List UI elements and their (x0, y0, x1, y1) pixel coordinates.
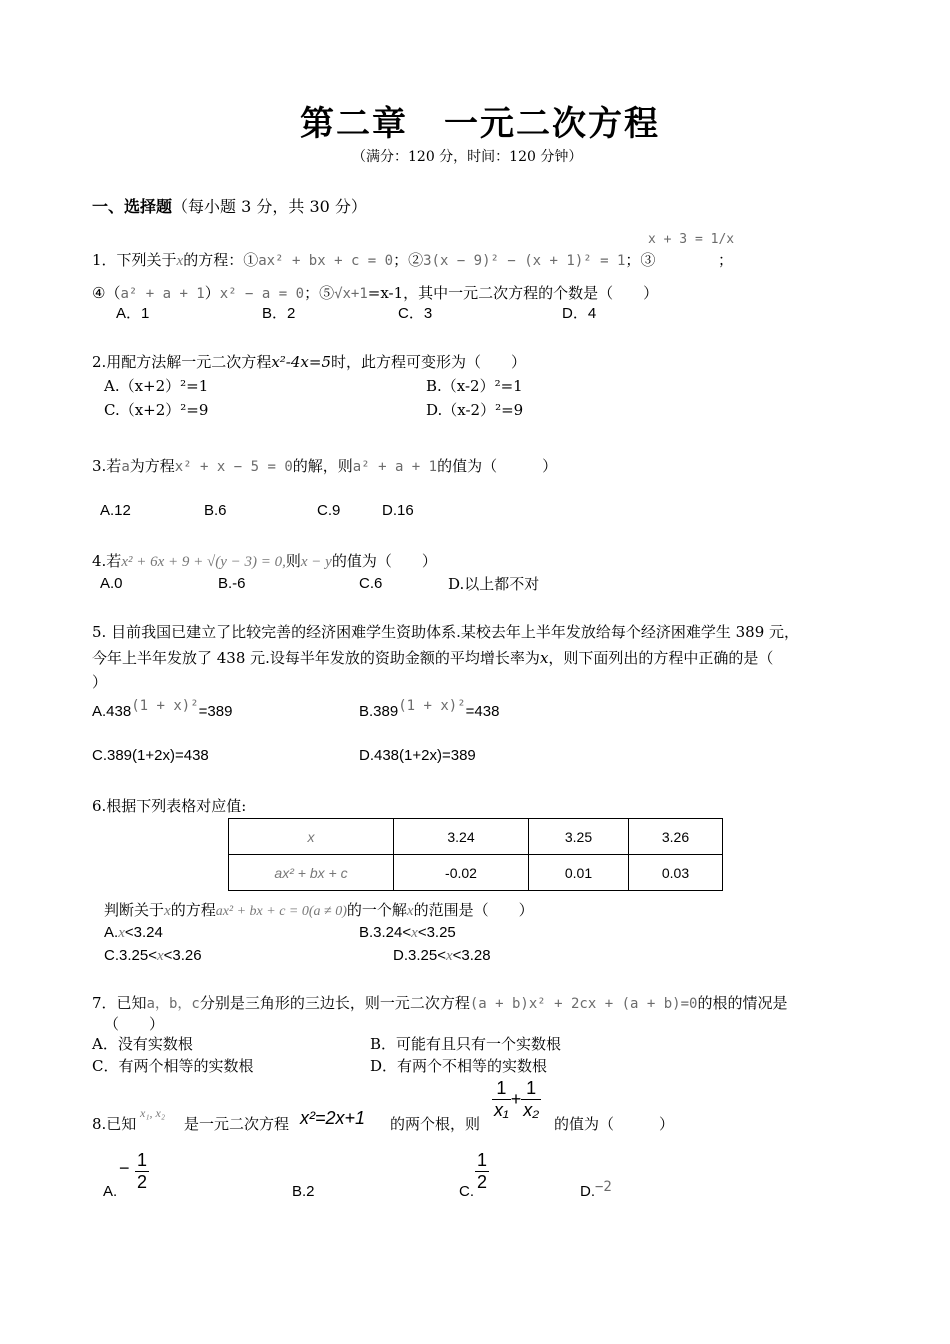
q2-option-c[interactable]: C.（x+2）²=9 (104, 401, 209, 419)
q3-option-d[interactable]: D.16 (382, 502, 414, 519)
q5-l2a: 今年上半年发放了 438 元.设每半年发放的资助金额的平均增长率为 (92, 649, 540, 667)
q7-option-c[interactable]: C．有两个相等的实数根 (92, 1057, 254, 1075)
q5-line-1: 5. 目前我国已建立了比较完善的经济困难学生资助体系.某校去年上半年发放给每个经济困难学生 389 元， (92, 623, 800, 641)
q3-option-b[interactable]: B.6 (204, 502, 227, 519)
q1-l2b: ；⑤ (304, 284, 335, 302)
q8-opt-d-val: −2 (595, 1179, 612, 1195)
table-cell: x (229, 819, 394, 855)
q3-stem-d: 的值为（ ） (437, 457, 558, 475)
q4-option-d[interactable]: D.以上都不对 (448, 575, 540, 593)
q7-vars: a，b，c (146, 996, 200, 1012)
q7-stem-c: 的根的情况是 (697, 994, 788, 1012)
q6-judge-d: 的范围是（ ） (413, 901, 534, 919)
q8-opt-a-sign: − (119, 1158, 130, 1178)
q6-opt-b-var: x (411, 925, 418, 941)
q1-eq4b: ） (204, 284, 220, 302)
q1-sep: ；② (393, 251, 424, 269)
q5-opt-a-rest: =389 (198, 703, 233, 720)
q7-option-d[interactable]: D．有两个不相等的实数根 (370, 1057, 548, 1075)
q6-opt-c-rest: <3.26 (163, 947, 202, 964)
q6-opt-a-rest: <3.24 (124, 924, 163, 941)
q5-l2b: ，则下面列出的方程中正确的是（ (548, 649, 774, 667)
q5-opt-a-eq: (1 + x)² (131, 698, 199, 714)
table-row (229, 819, 723, 855)
q5-line-2 (92, 648, 773, 668)
q8-option-b[interactable]: B.2 (292, 1183, 315, 1200)
q6-opt-d-var: x (445, 948, 453, 964)
q5-opt-a-text: A.438 (92, 703, 132, 720)
q6-opt-c-var: x (156, 948, 164, 964)
q7-stem-a: 7．已知 (92, 994, 147, 1012)
q6-opt-d-label: D.3.25< (393, 947, 446, 964)
q6-judge-b: 的方程 (170, 901, 216, 919)
q6-judge-a: 判断关于 (104, 901, 165, 919)
q8-stem-d: 的值为（ ） (554, 1115, 675, 1133)
q8-opt-a-num: 1 (137, 1150, 148, 1170)
q4-option-a[interactable]: A.0 (100, 575, 123, 592)
q7-eq: (a + b)x² + 2cx + (a + b)=0 (469, 996, 698, 1012)
q3-stem-a: 3.若 (92, 457, 122, 475)
q8-frac2-den: x₂ (523, 1100, 540, 1120)
q8-opt-a-frac (135, 1150, 149, 1193)
q2-option-b[interactable]: B.（x-2）²=1 (426, 377, 523, 395)
q8-frac1-den: x₁ (494, 1100, 509, 1120)
section-title: 一、选择题 (92, 197, 173, 216)
q2-stem-b: 时，此方程可变形为（ ） (330, 353, 526, 371)
q8-opt-c-frac (475, 1150, 489, 1193)
question-2-stem (92, 352, 526, 372)
q8-stem-a (92, 1114, 136, 1134)
question-3-stem (92, 456, 557, 477)
q8-stem-a-text: 8.已知 (92, 1115, 137, 1133)
q3-eq2: a² + a + 1 (352, 459, 438, 475)
table-cell: 3.25 (529, 819, 629, 855)
q5-option-a[interactable] (92, 698, 233, 722)
table-cell: ax² + bx + c (229, 855, 394, 891)
q1-mid: 的方程：① (183, 251, 259, 269)
table-cell: 3.26 (629, 819, 723, 855)
q1-eq3: x + 3 = 1/x (648, 232, 735, 247)
q1-eq4a: a² + a + 1 (120, 286, 205, 302)
q6-value-table (228, 818, 723, 891)
q6-opt-d-rest: <3.28 (452, 947, 491, 964)
q1-sep2: ；③ (625, 251, 656, 269)
q8-opt-c-den: 2 (477, 1172, 488, 1192)
q3-eq: x² + x − 5 = 0 (174, 459, 293, 475)
q2-option-a[interactable]: A.（x+2）²=1 (104, 377, 209, 395)
q5-line-3: ） (92, 673, 108, 691)
q8-expression (492, 1078, 541, 1121)
page-subtitle: （满分：120 分，时间：120 分钟） (352, 149, 583, 165)
q7-option-a[interactable]: A．没有实数根 (92, 1035, 193, 1053)
table-cell: 0.01 (529, 855, 629, 891)
q8-opt-a-label: A. (103, 1183, 118, 1200)
q3-stem-c: 的解，则 (292, 457, 353, 475)
q1-eq1: ax² + bx + c = 0 (258, 253, 394, 269)
q5-option-c[interactable]: C.389(1+2x)=438 (92, 747, 209, 764)
q6-judge-var2: x (406, 903, 414, 919)
q1-option-a[interactable]: A．1 (116, 305, 150, 322)
question-1-line-1 (92, 250, 655, 271)
q1-lead: 1．下列关于 (92, 251, 177, 269)
q1-var: x (176, 253, 184, 269)
q3-stem-b: 为方程 (129, 457, 175, 475)
q3-option-a[interactable]: A.12 (100, 502, 131, 519)
q6-option-d[interactable] (393, 946, 491, 966)
q1-option-b[interactable]: B．2 (262, 305, 296, 322)
q6-judge-eq: ax² + bx + c = 0(a ≠ 0) (215, 904, 347, 919)
q4-eq: x² + 6x + 9 + √(y − 3) = 0, (121, 554, 286, 570)
q2-stem-eq: x²-4x=5 (271, 353, 331, 371)
q8-frac-2 (521, 1078, 541, 1121)
q7-stem-b: 分别是三角形的三边长，则一元二次方程 (199, 994, 470, 1012)
q2-option-d[interactable]: D.（x-2）²=9 (426, 401, 524, 419)
q4-eq2: x − y (300, 554, 332, 570)
section-heading (92, 194, 367, 217)
q5-option-d[interactable]: D.438(1+2x)=389 (359, 747, 476, 764)
question-4-stem (92, 551, 437, 572)
table-cell: 3.24 (394, 819, 529, 855)
q7-paren: （ ） (104, 1015, 165, 1033)
q6-opt-b-label: B.3.24< (359, 924, 412, 941)
q6-option-b[interactable] (359, 923, 456, 943)
q2-stem-a: 2.用配方法解一元二次方程 (92, 353, 272, 371)
q1-option-d[interactable]: D．4 (562, 305, 597, 322)
q4-option-b[interactable]: B.-6 (218, 575, 246, 592)
question-1-line-2 (92, 283, 658, 304)
page-title: 第二章 一元二次方程 (300, 104, 660, 144)
q8-opt-d-label: D. (580, 1183, 595, 1200)
q6-opt-b-rest: <3.25 (417, 924, 456, 941)
q1-l2a: ④（ (92, 284, 121, 302)
q8-frac2-num: 1 (521, 1078, 541, 1100)
q4-stem-c: 的值为（ ） (331, 552, 437, 570)
q6-opt-c-label: C.3.25< (104, 947, 157, 964)
q4-option-c[interactable]: C.6 (359, 575, 383, 592)
q6-option-c[interactable] (104, 946, 202, 966)
q6-opt-a-label: A. (104, 924, 119, 941)
q8-opt-c-num: 1 (477, 1150, 488, 1170)
q6-option-a[interactable] (104, 923, 163, 943)
q1-option-c[interactable]: C．3 (398, 305, 433, 322)
q6-judge (104, 900, 534, 922)
q6-judge-c: 的一个解 (346, 901, 407, 919)
q6-opt-a-var: x (118, 925, 125, 941)
q1-eq5: √x+1 (334, 286, 368, 302)
q6-judge-var: x (164, 903, 171, 919)
table-cell: -0.02 (394, 855, 529, 891)
q8-eq: x²=2x+1 (300, 1108, 366, 1128)
q8-opt-c-label: C. (459, 1183, 474, 1200)
section-note: （每小题 3 分，共 30 分） (172, 197, 367, 216)
q6-stem: 6.根据下列表格对应值: (92, 797, 247, 815)
q5-option-b[interactable] (359, 698, 500, 722)
q8-opt-a-den: 2 (137, 1172, 148, 1192)
q8-frac-1 (492, 1078, 511, 1121)
q5-opt-b-rest: =438 (465, 703, 500, 720)
q7-option-b[interactable]: B．可能有且只有一个实数根 (370, 1035, 562, 1053)
q1-l2c: =x-1，其中一元二次方程的个数是（ ） (367, 284, 659, 302)
q5-l2-var: x (539, 649, 549, 667)
q3-option-c[interactable]: C.9 (317, 502, 341, 519)
q8-stem-b: 是一元二次方程 (184, 1115, 290, 1133)
q8-vars: x₁, x₂ (140, 1106, 165, 1120)
q1-semicolon: ； (718, 251, 734, 269)
q1-eq4c: x² − a = 0 (219, 286, 305, 302)
q5-opt-b-text: B.389 (359, 703, 399, 720)
q3-var: a (121, 459, 130, 475)
q8-option-d[interactable] (580, 1179, 612, 1202)
q8-stem-c: 的两个根，则 (390, 1115, 481, 1133)
q4-stem-a: 4.若 (92, 552, 122, 570)
q8-plus: + (510, 1089, 522, 1109)
q7-stem (92, 993, 787, 1014)
q8-frac1-num: 1 (492, 1078, 511, 1100)
q5-opt-b-eq: (1 + x)² (398, 698, 466, 714)
table-row (229, 855, 723, 891)
q1-eq2: 3(x − 9)² − (x + 1)² = 1 (423, 253, 626, 269)
table-cell: 0.03 (629, 855, 723, 891)
q4-stem-b: 则 (285, 552, 301, 570)
